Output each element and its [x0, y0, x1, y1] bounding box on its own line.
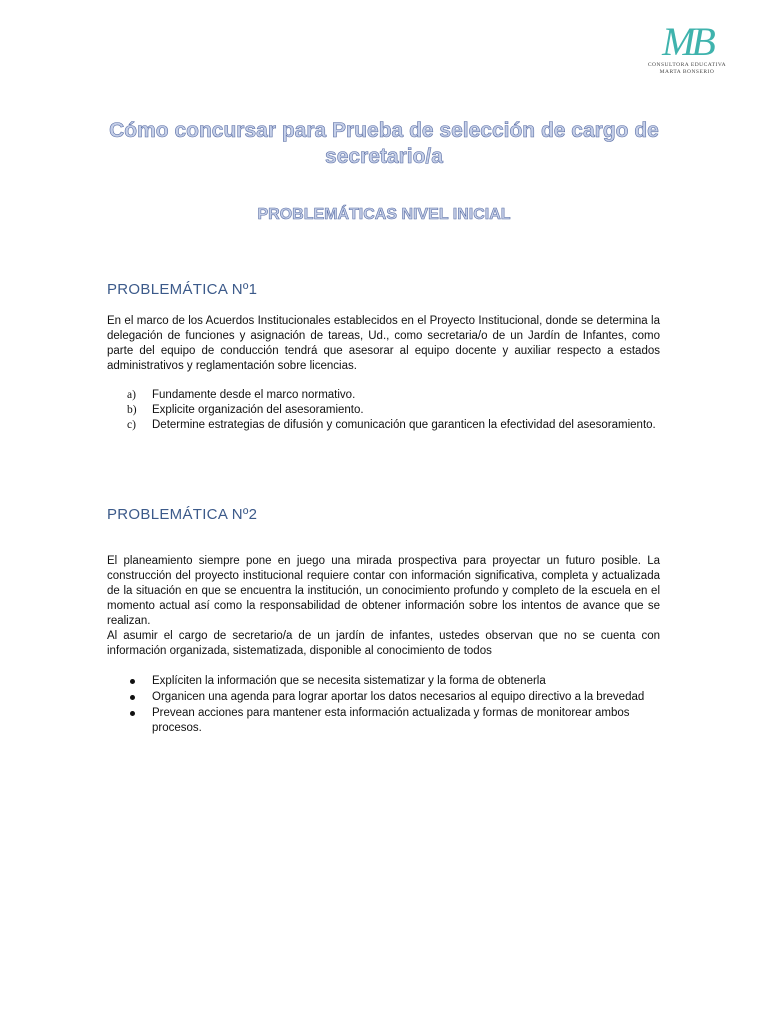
list-item-text: Explicite organización del asesoramiento. — [152, 404, 364, 416]
list-item — [127, 706, 660, 736]
list-item — [127, 418, 660, 433]
bullet-icon — [130, 679, 135, 684]
list-marker: c) — [127, 419, 136, 431]
list-item-text: Explíciten la información que se necesita sistematizar y la forma de obtenerla — [152, 675, 546, 687]
document-subtitle: PROBLEMÁTICAS NIVEL INICIAL — [257, 206, 511, 223]
document-title: Cómo concursar para Prueba de selección de cargo de secretario/a — [109, 119, 659, 168]
list-marker: b) — [127, 404, 137, 416]
list-item-text: Prevean acciones para mantener esta información actualizada y formas de monitorear ambos procesos. — [152, 707, 630, 734]
problem-1-heading: PROBLEMÁTICA Nº1 — [107, 281, 258, 298]
problem-1-paragraph: En el marco de los Acuerdos Institucionales establecidos en el Proyecto Institucional, donde se determina la delegación de funciones y asignación de tareas, Ud., como secretaria/o de un Jardín de Infantes, como parte del equipo de conducción tendrá que asesorar al equipo docente y auxiliar respecto a estados administrativos y reglamentación sobre licencias. — [107, 315, 660, 372]
list-marker: a) — [127, 389, 136, 401]
list-item — [127, 674, 660, 689]
list-item — [127, 388, 660, 403]
problem-2-paragraph: El planeamiento siempre pone en juego una mirada prospectiva para proyectar un futuro posible. La construcción del proyecto institucional requiere contar con información significativa, completa y actualizada de la situación en que se encuentra la institución, un conocimiento profundo y completo de la escuela en el momento actual así como la responsabilidad de obtener información sobre los intentos de avance que se realizan. — [107, 555, 660, 627]
problem-1-task-list — [127, 388, 660, 433]
logo-caption-line1: CONSULTORA EDUCATIVA — [647, 62, 727, 68]
list-item-text: Organicen una agenda para lograr aportar los datos necesarios al equipo directivo a la brevedad — [152, 691, 645, 703]
list-item-text: Fundamente desde el marco normativo. — [152, 389, 356, 401]
bullet-icon — [130, 695, 135, 700]
list-item-text: Determine estrategias de difusión y comunicación que garanticen la efectividad del asesoramiento. — [152, 419, 656, 431]
bullet-icon — [130, 711, 135, 716]
problem-2-paragraph-2: Al asumir el cargo de secretario/a de un jardín de infantes, ustedes observan que no se cuenta con información organizada, sistematizada, disponible al conocimiento de todos — [107, 630, 660, 657]
list-item — [127, 403, 660, 418]
logo-monogram: MB — [662, 19, 712, 64]
problem-2-task-list — [127, 674, 660, 737]
logo-caption-line2: MARTA BONSERIO — [659, 69, 715, 75]
consultora-logo — [640, 19, 734, 90]
list-item — [127, 690, 660, 705]
problem-2-heading: PROBLEMÁTICA Nº2 — [107, 506, 258, 523]
